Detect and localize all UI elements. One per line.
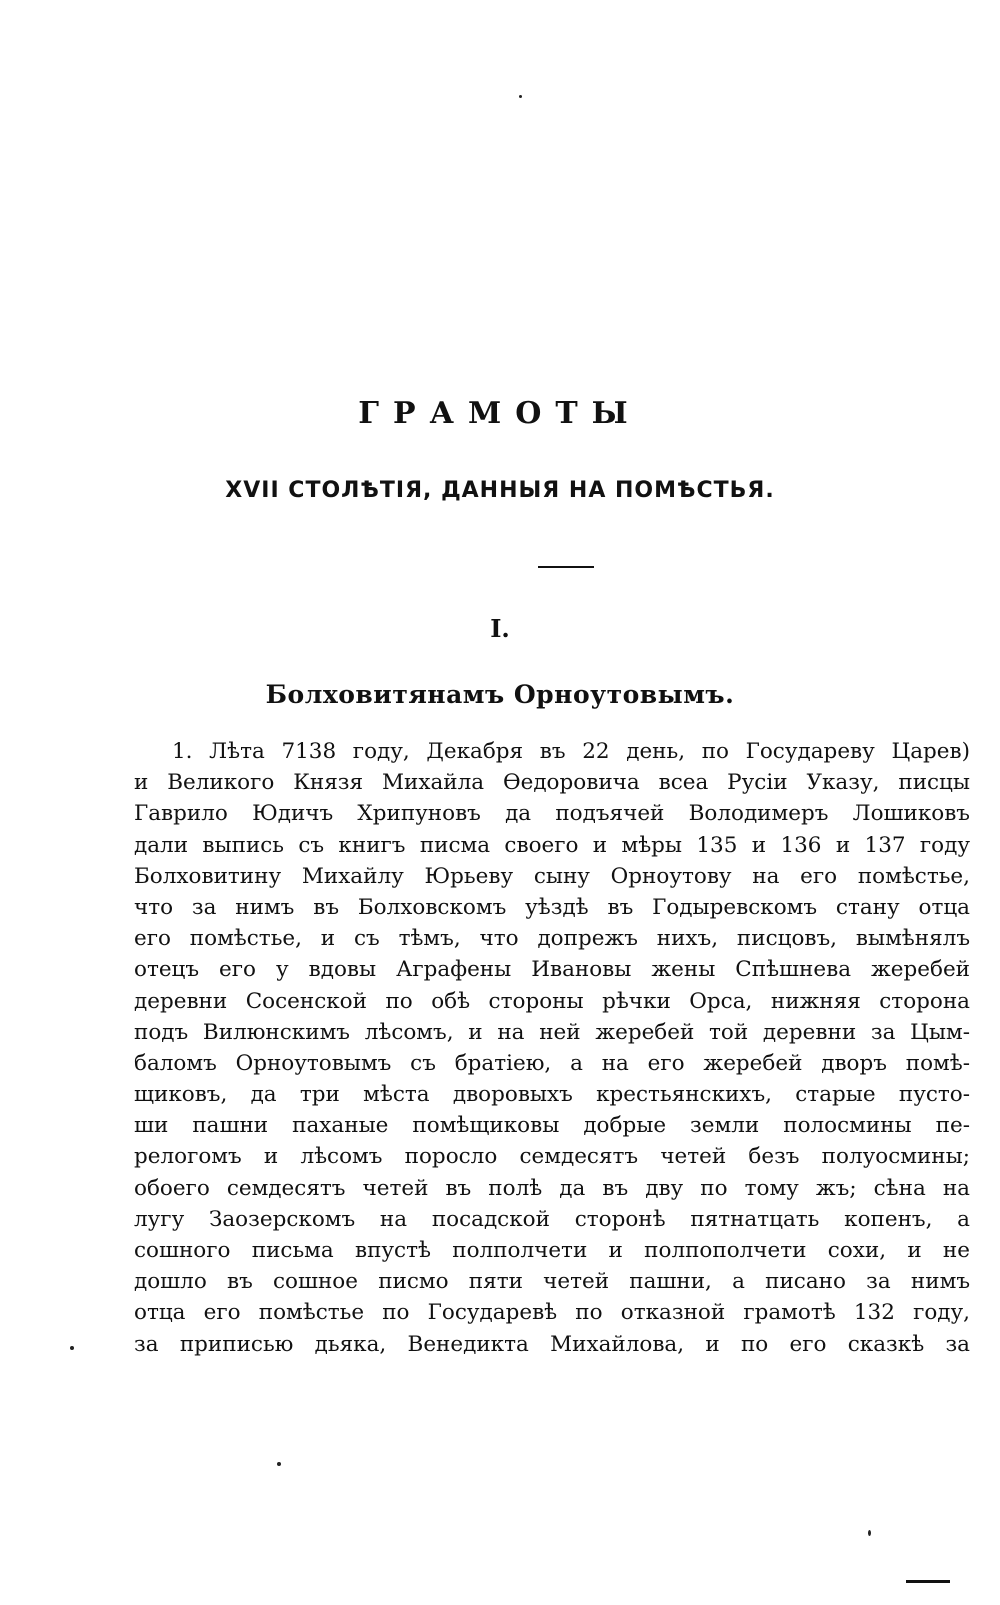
document-title: ГРАМОТЫ xyxy=(358,396,642,431)
section-number: I. xyxy=(490,614,510,643)
text-line: отца его помѣстье по Государевѣ по отказной грамотѣ 132 году, xyxy=(134,1300,970,1326)
text-line: сошного письма впустѣ полполчети и полпополчети сохи, и не xyxy=(134,1238,970,1263)
text-line: релогомъ и лѣсомъ поросло семдесятъ четей безъ полуосмины; xyxy=(134,1144,970,1170)
print-speck xyxy=(868,1530,871,1536)
body-text xyxy=(134,736,970,1360)
text-line: щиковъ, да три мѣста дворовыхъ крестьянскихъ, старые пусто- xyxy=(134,1082,970,1108)
text-line: ши пашни паханые помѣщиковы добрые земли полосмины пе- xyxy=(134,1113,970,1139)
text-line: дали выпись съ книгъ писма своего и мѣры 135 и 136 и 137 году xyxy=(134,832,970,858)
text-line: Гаврило Юдичъ Хрипуновъ да подъячей Володимеръ Лошиковъ xyxy=(134,801,970,827)
text-line: Болховитину Михайлу Юрьеву сыну Орноутову на его помѣстье, xyxy=(134,863,970,889)
text-line: 1. Лѣта 7138 году, Декабря въ 22 день, по Государеву Царев) xyxy=(172,739,970,764)
print-speck xyxy=(277,1462,281,1466)
text-line: и Великого Князя Михайла Ѳедоровича всеа Русіи Указу, писцы xyxy=(134,770,970,796)
page-edge-mark xyxy=(906,1580,950,1583)
text-line: деревни Сосенской по обѣ стороны рѣчки Орса, нижняя сторона xyxy=(134,988,970,1014)
print-speck xyxy=(519,95,522,98)
text-line: за приписью дьяка, Венедикта Михайлова, и по его сказкѣ за xyxy=(134,1331,970,1357)
print-speck xyxy=(70,1346,74,1350)
text-line: подъ Вилюнскимъ лѣсомъ, и на ней жеребей той деревни за Цым- xyxy=(134,1019,970,1045)
text-line: дошло въ сошное писмо пяти четей пашни, а писано за нимъ xyxy=(134,1269,970,1295)
text-line: отецъ его у вдовы Аграфены Ивановы жены Спѣшнева жеребей xyxy=(134,957,970,983)
section-divider xyxy=(538,566,594,568)
text-line: баломъ Орноутовымъ съ братіею, а на его жеребей дворъ помѣ- xyxy=(134,1050,970,1076)
section-heading: Болховитянамъ Орноутовымъ. xyxy=(265,680,735,709)
document-subtitle: XVII СТОЛѢТІЯ, ДАННЫЯ НА ПОМѢСТЬЯ. xyxy=(225,478,775,503)
text-line: обоего семдесятъ четей въ полѣ да въ дву по тому жъ; сѣна на xyxy=(134,1175,970,1201)
text-line: лугу Заозерскомъ на посадской сторонѣ пятнатцать копенъ, а xyxy=(134,1206,970,1232)
text-line: его помѣстье, и съ тѣмъ, что допрежъ нихъ, писцовъ, вымѣнялъ xyxy=(134,926,970,952)
text-line: что за нимъ въ Болховскомъ уѣздѣ въ Годыревскомъ стану отца xyxy=(134,894,970,920)
